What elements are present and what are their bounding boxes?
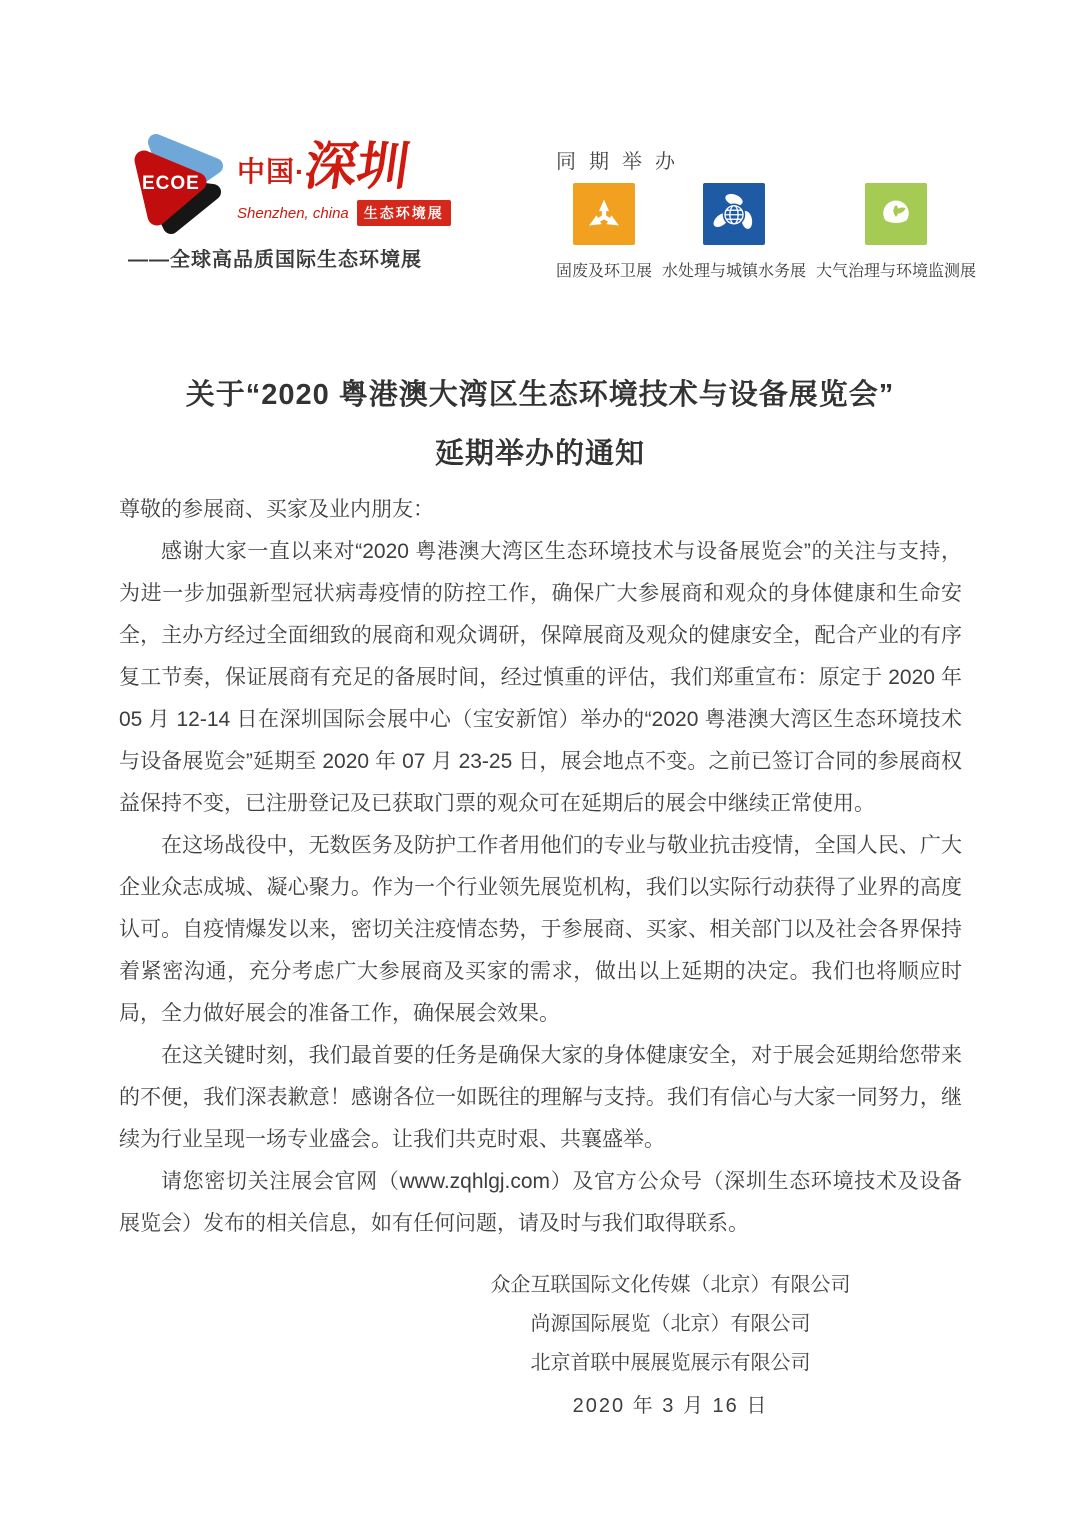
recycle-icon — [573, 183, 635, 245]
concurrent-title: 同期举办 — [556, 151, 688, 173]
concurrent-item-water — [662, 183, 806, 281]
logo-cn-prefix: 中国· — [237, 156, 306, 187]
logo-eco-badge: 生态环境展 — [357, 200, 451, 226]
signature-company: 北京首联中展展览展示有限公司 — [530, 1352, 811, 1374]
concurrent-item-air — [816, 183, 976, 281]
body-paragraph: 感谢大家一直以来对“2020 粤港澳大湾区生态环境技术与设备展览会”的关注与支持，为进一步加强新型冠状病毒疫情的防控工作，确保广大参展商和观众的身体健康和生命安全，主办方经过全面细致的展商和观众调研，保障展商及观众的健康安全，配合产业的有序复工节奏，保证展商有充足的备展时间，经过慎重的评估，我们郑重宣布：原定于 2020 年 05 月 12-14 日在深圳国际会展中心（宝安新馆）举办的“2020 粤港澳大湾区生态环境技术与设备展览会”延期至 2020 年 07 月 23-25 日，展会地点不变。之前已签订合同的参展商权益保持不变，已注册登记及已获取门票的观众可在延期后的展会中继续正常使用。 — [119, 540, 962, 815]
concurrent-label: 大气治理与环境监测展 — [816, 263, 977, 280]
body-paragraph: 在这场战役中，无数医务及防护工作者用他们的专业与敬业抗击疫情，全国人民、广大企业众志成城、凝心聚力。作为一个行业领先展览机构，我们以实际行动获得了业界的高度认可。自疫情爆发以来，密切关注疫情态势，于参展商、买家、相关部门以及社会各界保持着紧密沟通，充分考虑广大参展商及买家的需求，做出以上延期的决定。我们也将顺应时局，全力做好展会的准备工作，确保展会效果。 — [119, 834, 962, 1025]
water-globe-icon — [703, 183, 765, 245]
logo-wordmark — [237, 139, 444, 226]
concurrent-label: 水处理与城镇水务展 — [662, 263, 807, 280]
concurrent-events-section — [556, 145, 996, 281]
signature-block — [443, 1266, 898, 1426]
salutation: 尊敬的参展商、买家及业内朋友： — [119, 498, 434, 521]
signature-company: 尚源国际展览（北京）有限公司 — [530, 1313, 811, 1335]
document-title — [0, 366, 1080, 484]
ecoe-logo-icon — [129, 128, 225, 240]
sprout-icon — [865, 183, 927, 245]
logo-en-subtitle: Shenzhen, china — [237, 204, 349, 222]
document-body — [119, 489, 962, 1245]
signature-company: 众企互联国际文化传媒（北京）有限公司 — [490, 1274, 851, 1296]
concurrent-item-solid-waste — [556, 183, 652, 281]
document-title-line1: 关于“2020 粤港澳大湾区生态环境技术与设备展览会” — [185, 379, 895, 411]
body-paragraph: 在这关键时刻，我们最首要的任务是确保大家的身体健康安全，对于展会延期给您带来的不便，我们深表歉意！感谢各位一如既往的理解与支持。我们有信心与大家一同努力，继续为行业呈现一场专业盛会。让我们共克时艰、共襄盛举。 — [119, 1044, 962, 1151]
signature-date: 2020 年 3 月 16 日 — [572, 1395, 769, 1417]
document-title-line2: 延期举办的通知 — [434, 438, 645, 470]
ecoe-logo-text: ECOE — [142, 173, 200, 194]
logo-cn-city: 深圳 — [301, 139, 414, 196]
body-paragraph: 请您密切关注展会官网（www.zqhlgj.com）及官方公众号（深圳生态环境技术及设备展览会）发布的相关信息，如有任何问题，请及时与我们取得联系。 — [119, 1170, 962, 1235]
concurrent-label: 固废及环卫展 — [556, 263, 653, 280]
logo-tagline: ——全球高品质国际生态环境展 — [128, 249, 422, 271]
